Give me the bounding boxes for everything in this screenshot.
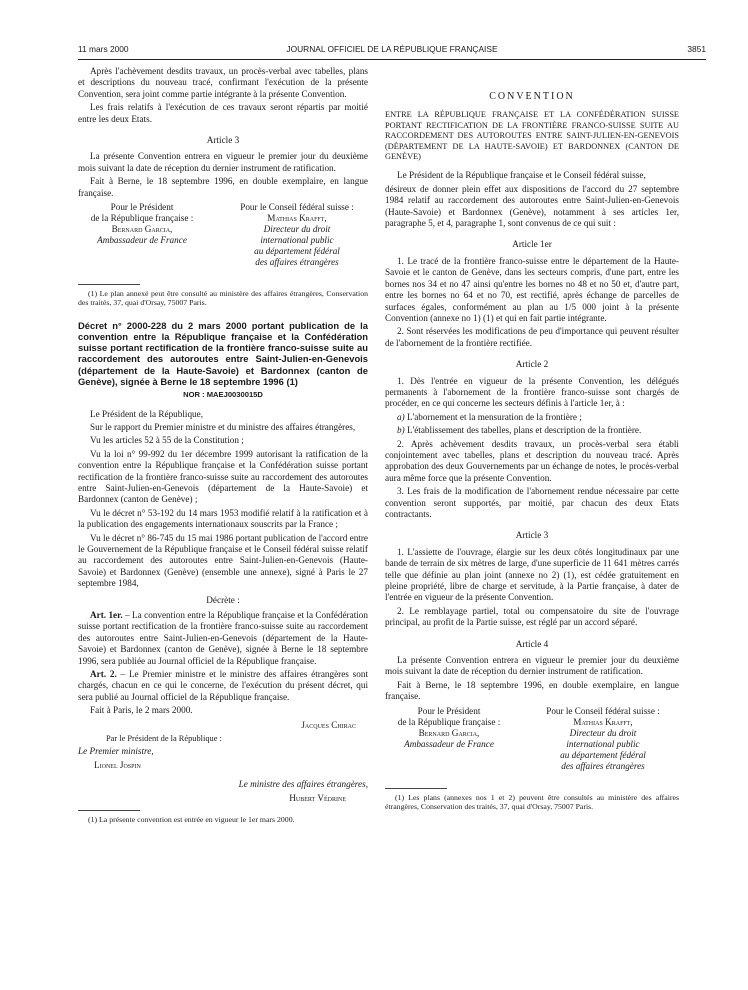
paragraph: Le Président de la République française et le Conseil fédéral suisse,	[397, 170, 646, 181]
paragraph: désireux de donner plein effet aux dispositions de l'accord du 27 septembre 1984 relatif au raccordement des autoroutes entre Saint-Julien-en-Genevois (Haute-Savoie) et Bardonnex (Genève), notamment à ses articles 1er, paragraphe 5, et 4, paragraphe 1, sont convenus de ce qui suit :	[385, 183, 679, 229]
article-label: Art. 2.	[90, 669, 117, 680]
paragraph: Le Président de la République,	[90, 408, 204, 419]
article-heading: Article 2	[515, 359, 549, 370]
decree-article-1	[78, 610, 368, 667]
signature-france	[78, 202, 206, 246]
article-label: Art. 1er.	[90, 610, 123, 620]
page-number: 3851	[687, 44, 706, 54]
paragraph: Fait à Berne, le 18 septembre 1996, en double exemplaire, en langue française.	[385, 679, 679, 702]
decree-title: Décret n° 2000-228 du 2 mars 2000 portant publication de la convention entre la République française et la Confédération suisse portant rectification de la frontière franco-suisse suite au raccordement des autoroutes entre Saint-Julien-en-Genevois (département de la Haute-Savoie) et Bardonnex (canton de Genève), signée à Berne le 18 septembre 1996 (1)	[78, 319, 368, 387]
list-text: L'établissement des tabelles, plans et description de la frontière.	[404, 425, 642, 436]
article-heading: Article 1er	[512, 239, 552, 250]
sig-line: de la République française :	[90, 213, 194, 224]
paragraph: La présente Convention entrera en vigueur le premier jour du deuxième mois suivant la date de réception du dernier instrument de ratification.	[78, 151, 368, 173]
decrete: Décrète :	[206, 594, 240, 605]
header-rule	[78, 59, 706, 60]
list-item	[385, 425, 679, 436]
sig-line: Pour le Président	[417, 705, 481, 716]
convention-subtitle: ENTRE LA RÉPUBLIQUE FRANÇAISE ET LA CONFÉDÉRATION SUISSE PORTANT RECTIFICATION DE LA FRONTIÈRE FRANCO-SUISSE SUITE AU RACCORDEMENT DES AUTOROUTES ENTRE SAINT-JULIEN-EN-GENEVOIS (DÉPARTEMENT DE LA HAUTE-SAVOIE) ET BARDONNEX (CANTON DE GENÈVE)	[385, 110, 679, 162]
convention-title: CONVENTION	[489, 91, 575, 102]
list-marker: b)	[397, 425, 405, 436]
signature-block	[78, 202, 368, 276]
paragraph: Après l'achèvement desdits travaux, un procès-verbal avec tabelles, plans et descriptions du nouveau tracé, confirmant l'exécution de la présente Convention, sera joint comme partie intégrante à la présente Convention.	[78, 66, 368, 99]
pm-name: Lionel Jospin	[94, 759, 141, 770]
paragraph: Fait à Paris, le 2 mars 2000.	[90, 705, 193, 716]
signatory-title: au département fédéral	[254, 246, 340, 257]
list-text: L'abornement et la mensuration de la frontière ;	[404, 411, 582, 422]
signatory-name: Mathias Krafft,	[267, 213, 327, 224]
journal-title: JOURNAL OFFICIEL DE LA RÉPUBLIQUE FRANÇAISE	[286, 44, 498, 54]
signatory-president: Jacques Chirac	[301, 719, 356, 730]
signature-block	[385, 706, 679, 780]
signatory-title: international public	[566, 738, 640, 749]
right-column	[385, 66, 679, 814]
signatory-title: Directeur du droit	[263, 224, 331, 235]
paragraph: 1. L'assiette de l'ouvrage, élargie sur les deux côtés longitudinaux par une bande de terrain de six mètres de large, d'une superficie de 11 641 mètres carrés telle que définie au plan joint (annexe no 2) (1), est cédée gratuitement en pleine propriété, libre de charge et servitude, à la Partie française, à dater de l'entrée en vigueur de la présente Convention.	[385, 546, 679, 603]
page-header	[78, 44, 706, 58]
signatory-name: Bernard Garcia,	[418, 727, 480, 738]
article-heading: Article 3	[206, 135, 240, 146]
sig-line: Pour le Conseil fédéral suisse :	[240, 202, 354, 213]
paragraph: Sur le rapport du Premier ministre et du ministre des affaires étrangères,	[90, 421, 356, 432]
footnote: (1) La présente convention est entrée en vigueur le 1er mars 2000.	[88, 815, 295, 825]
list-marker: a)	[397, 411, 405, 422]
signatory-title: Ambassadeur de France	[97, 235, 187, 246]
article-text: – La convention entre la République française et la Confédération suisse portant rectification de la frontière franco-suisse suite au raccordement des autoroutes entre Saint-Julien-en-Genevois (département de la Haute-Savoie) et Bardonnex (canton de Genève), signée à Berne le 18 septembre 1996, sera publiée au Journal officiel de la République française.	[78, 610, 368, 666]
paragraph: 2. Après achèvement desdits travaux, un procès-verbal sera établi conjointement avec tabelles, plans et description du nouveau tracé. Après approbation des deux Gouvernements par un échange de notes, le procès-verbal aura même force que la présente Convention.	[385, 438, 679, 483]
footnote-rule	[78, 810, 140, 811]
footnote-rule	[385, 788, 447, 789]
signature-france	[385, 706, 513, 750]
signatory-name: Bernard Garcia,	[111, 224, 173, 235]
footnote-rule	[78, 284, 140, 285]
signatory-title: au département fédéral	[560, 749, 646, 760]
paragraph: Vu le décret n° 86-745 du 15 mai 1986 portant publication de l'accord entre le Gouvernement de la République française et le Conseil fédéral suisse relatif au raccordement des autoroutes entre Saint-Julien-en-Genevois (Haute-Savoie) et Bardonnex (Genève) (ensemble une annexe), signé à Paris le 27 septembre 1984,	[78, 532, 368, 589]
signatory-title: Directeur du droit	[569, 727, 637, 738]
paragraph: Vu la loi n° 99-992 du 1er décembre 1999 autorisant la ratification de la convention entre la République française et la Confédération suisse portant rectification de la frontière franco-suisse suite au raccordement des autoroutes entre Saint-Julien-en-Genevois (département de la Haute-Savoie) et Bardonnex (canton de Genève) ;	[78, 448, 368, 505]
header-date: 11 mars 2000	[78, 44, 129, 54]
paragraph: 1. Le tracé de la frontière franco-suisse entre le département de la Haute-Savoie et le canton de Genève, dans les secteurs compris, d'une part, entre les bornes nos 34 et no 47 ainsi qu'entre les bornes no 48 et no 50 et, d'autre part, entre les bornes no 64 et no 70, est rectifié, après échange de parcelles de surfaces égales, conformément au plan au 1/5 000 joint à la présente Convention (annexe no 1) (1) et qui en fait partie intégrante.	[385, 255, 679, 323]
paragraph: Vu les articles 52 à 55 de la Constitution ;	[90, 435, 244, 446]
sig-line: Pour le Président	[110, 202, 174, 213]
decree-article-2	[78, 669, 368, 703]
mae-name: Hubert Védrine	[289, 792, 346, 803]
sig-line: de la République française :	[397, 716, 501, 727]
par-le-president: Par le Président de la République :	[106, 734, 222, 744]
list-item	[385, 412, 679, 423]
paragraph: 3. Les frais de la modification de l'abornement rendue nécessaire par cette convention seront supportés, par moitié, par chacun des deux Etats contractants.	[385, 486, 679, 519]
footnote: (1) Les plans (annexes nos 1 et 2) peuvent être consultés au ministère des affaires étrangères, Conservation des traités, 37, quai d'Orsay, 75007 Paris.	[385, 792, 679, 812]
paragraph: Les frais relatifs à l'exécution de ces travaux seront répartis par moitié entre les deux Etats.	[78, 102, 368, 124]
paragraph: 2. Sont réservées les modifications de peu d'importance qui peuvent résulter de l'abornement de la frontière rectifiée.	[385, 326, 679, 348]
article-heading: Article 3	[515, 530, 549, 541]
nor-reference: NOR : MAEJ0030015D	[183, 390, 263, 400]
paragraph: Vu le décret n° 53-192 du 14 mars 1953 modifié relatif à la ratification et à la publication des engagements internationaux souscrits par la France ;	[78, 507, 368, 530]
signature-switzerland	[527, 706, 679, 772]
paragraph: 2. Le remblayage partiel, total ou compensatoire du site de l'ouvrage principal, au profit de la Partie suisse, est réglé par un accord séparé.	[385, 605, 679, 628]
paragraph: 1. Dès l'entrée en vigueur de la présente Convention, les délégués permanents à l'abornement de la frontière franco-suisse sont chargés de procéder, en ce qui concerne les secteurs définis à l'article 1er, à :	[385, 375, 679, 409]
mae-title: Le ministre des affaires étrangères,	[238, 779, 368, 790]
left-column	[78, 66, 368, 827]
sig-line: Pour le Conseil fédéral suisse :	[546, 705, 660, 716]
article-heading: Article 4	[515, 638, 549, 649]
footnote: (1) Le plan annexé peut être consulté au ministère des affaires étrangères, Conservation des traités, 37, quai d'Orsay, 75007 Paris.	[78, 289, 368, 308]
signatory-title: des affaires étrangères	[255, 257, 339, 268]
paragraph: La présente Convention entrera en vigueur le premier jour du deuxième mois suivant la date de réception du dernier instrument de ratification.	[385, 655, 679, 677]
signatory-name: Mathias Krafft,	[573, 716, 633, 727]
signatory-title: international public	[260, 235, 334, 246]
article-text: – Le Premier ministre et le ministre des affaires étrangères sont chargés, chacun en ce qui le concerne, de l'exécution du présent décret, qui sera publié au Journal officiel de la République française.	[78, 669, 368, 702]
signatory-title: des affaires étrangères	[561, 760, 645, 771]
signature-switzerland	[226, 202, 368, 268]
signatory-title: Ambassadeur de France	[404, 738, 494, 749]
pm-title: Le Premier ministre,	[78, 746, 154, 757]
paragraph: Fait à Berne, le 18 septembre 1996, en double exemplaire, en langue française.	[78, 176, 368, 198]
